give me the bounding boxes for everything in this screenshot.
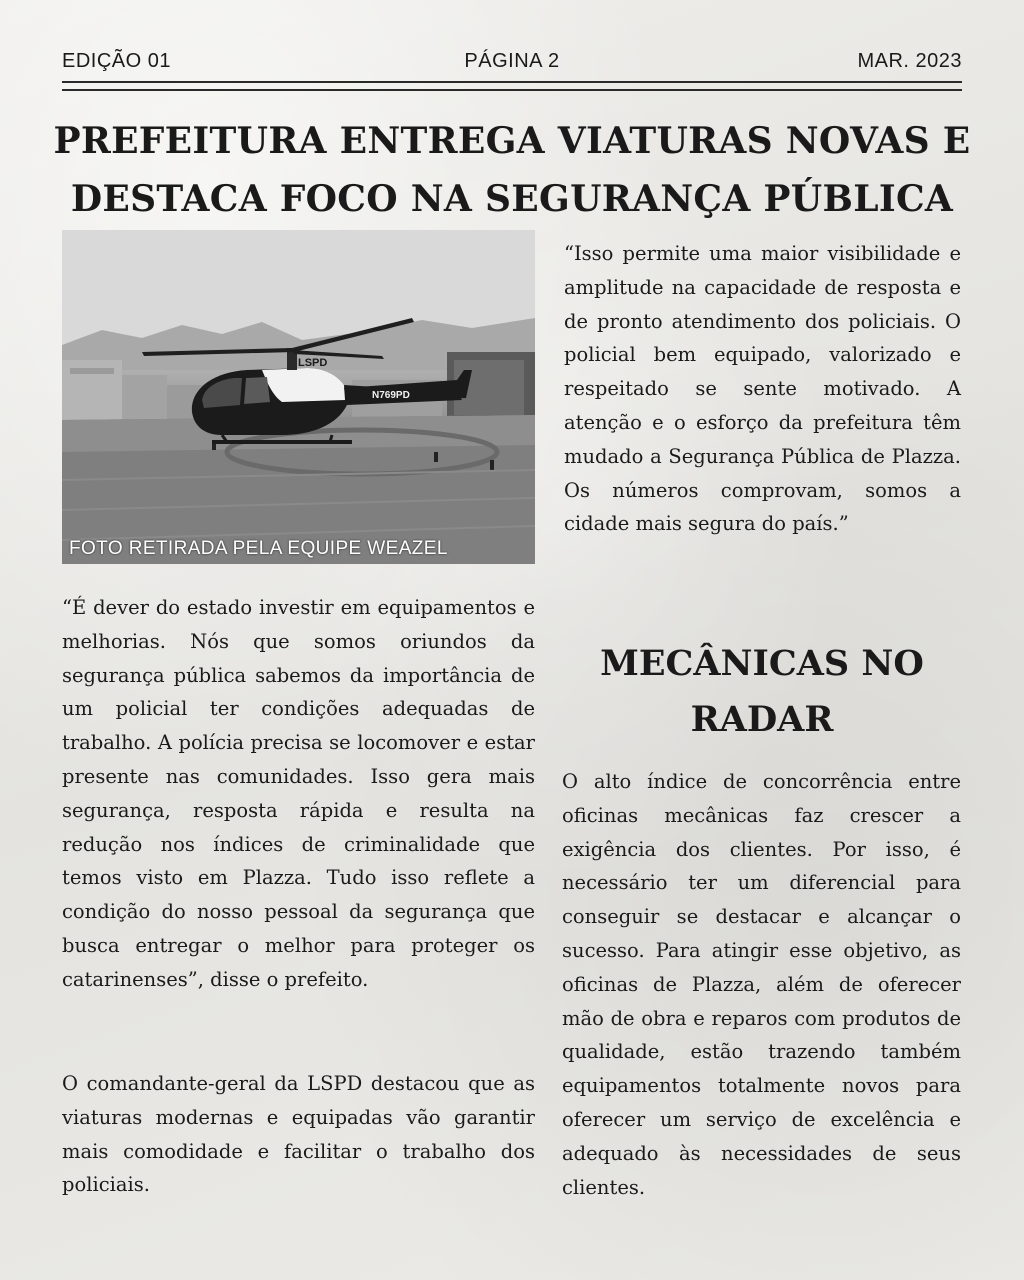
commander-quote-paragraph: “Isso permite uma maior visibilidade e amplitude na capacidade de resposta e de pronto atendimento dos policiais. O policial bem equipado, valorizado e respeitado se sente motivado. A atenção e o esforço da prefeitura têm mudado a Segurança Pública de Plazza. Os números comprovam, somos a cidade mais segura do país.” — [564, 242, 961, 536]
helicopter-marking-lspd: LSPD — [298, 357, 328, 369]
photo-caption: FOTO RETIRADA PELA EQUIPE WEAZEL — [69, 538, 448, 559]
main-headline: PREFEITURA ENTREGA VIATURAS NOVAS E DESTACA FOCO NA SEGURANÇA PÚBLICA — [53, 120, 971, 220]
helicopter-photo — [62, 230, 535, 564]
issue-date: MAR. 2023 — [857, 50, 962, 72]
second-article-title: MECÂNICAS NO RADAR — [600, 643, 924, 740]
mayor-quote-paragraph: “É dever do estado investir em equipamentos e melhorias. Nós que somos oriundos da segurança pública sabemos da importância de um policial ter condições adequadas de trabalho. A polícia precisa se locomover e estar presente nas comunidades. Isso gera mais segurança, resposta rápida e resulta na redução nos índices de criminalidade que temos visto em Plazza. Tudo isso reflete a condição do nosso pessoal da segurança que busca entregar o melhor para proteger os catarinenses”, disse o prefeito. — [62, 596, 535, 991]
second-article-body: O alto índice de concorrência entre oficinas mecânicas faz crescer a exigência dos clientes. Por isso, é necessário ter um diferencial para conseguir se destacar e alcançar o sucesso. Para atingir esse objetivo, as oficinas de Plazza, além de oferecer mão de obra e reparos com produtos de qualidade, estão trazendo também equipamentos totalmente novos para oferecer um serviço de excelência e adequado às necessidades de seus clientes. — [562, 770, 961, 1199]
helicopter-registration: N769PD — [372, 390, 410, 401]
page-number: PÁGINA 2 — [464, 50, 560, 72]
masthead — [62, 48, 962, 78]
masthead-rule-top — [62, 81, 962, 83]
commander-paragraph: O comandante-geral da LSPD destacou que as viaturas modernas e equipadas vão garantir mais comodidade e facilitar o trabalho dos policiais. — [62, 1072, 535, 1197]
masthead-rule-bottom — [62, 89, 962, 91]
helicopter-illustration — [62, 230, 535, 564]
edition-label: EDIÇÃO 01 — [62, 50, 171, 72]
